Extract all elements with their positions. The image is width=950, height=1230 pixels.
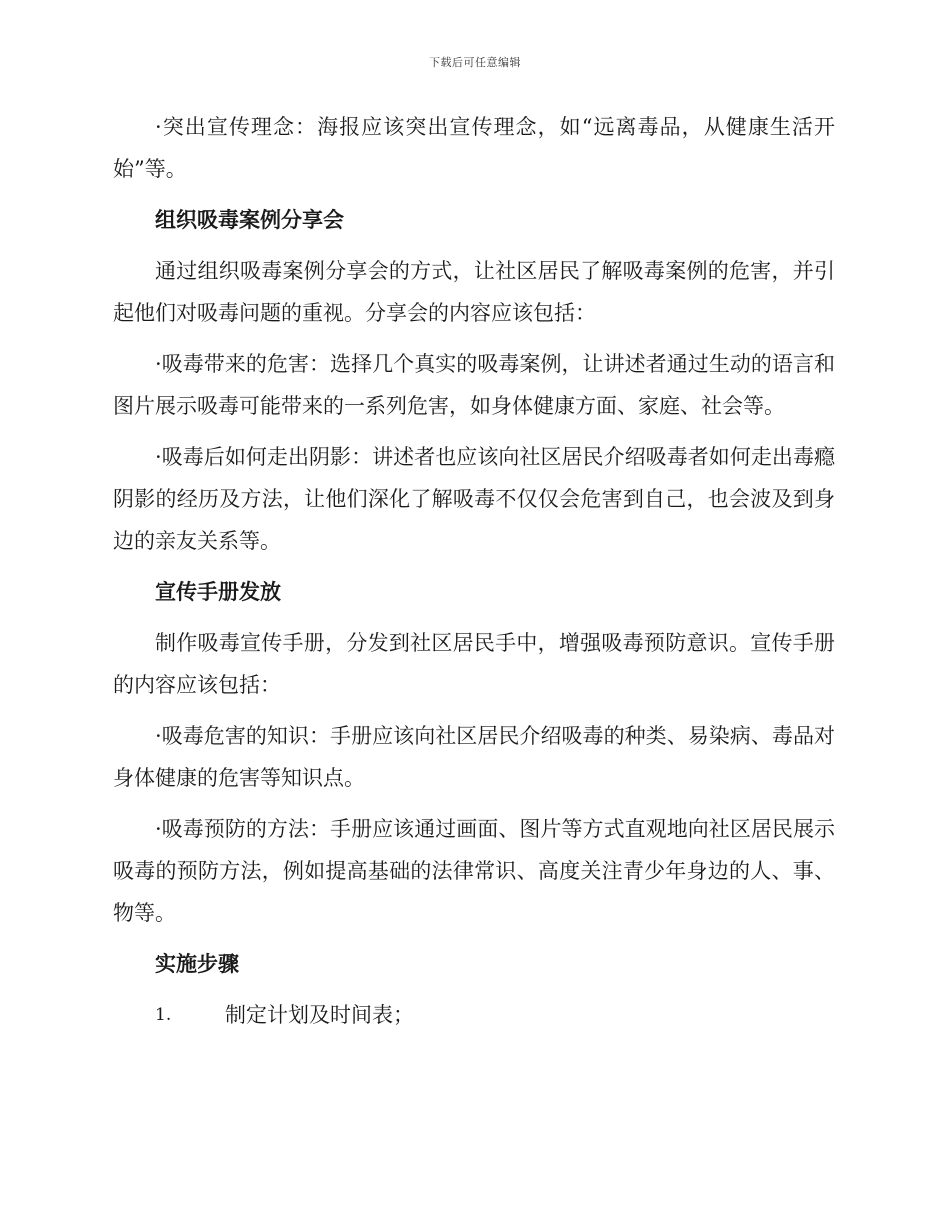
list-item-text: 制定计划及时间表； <box>225 1003 414 1027</box>
document-body <box>113 106 835 1036</box>
section-heading-case-sharing: 组织吸毒案例分享会 <box>155 207 344 232</box>
section-heading-brochure: 宣传手册发放 <box>155 579 281 604</box>
section-heading-implementation: 实施步骤 <box>155 951 239 976</box>
page-header: 下载后可任意编辑 <box>429 56 521 69</box>
paragraph-harm-knowledge: ·吸毒危害的知识：手册应该向社区居民介绍吸毒的种类、易染病、毒品对身体健康的危害等知识点。 <box>113 724 835 790</box>
list-item <box>113 994 835 1036</box>
paragraph-recovery: ·吸毒后如何走出阴影：讲述者也应该向社区居民介绍吸毒者如何走出毒瘾阴影的经历及方法，让他们深化了解吸毒不仅仅会危害到自己，也会波及到身边的亲友关系等。 <box>113 445 835 553</box>
paragraph-harm-of-drugs: ·吸毒带来的危害：选择几个真实的吸毒案例，让讲述者通过生动的语言和图片展示吸毒可能带来的一系列危害，如身体健康方面、家庭、社会等。 <box>113 352 835 418</box>
paragraph-case-sharing-intro: 通过组织吸毒案例分享会的方式，让社区居民了解吸毒案例的危害，并引起他们对吸毒问题的重视。分享会的内容应该包括： <box>113 259 835 325</box>
list-item-number: 1. <box>155 1005 172 1025</box>
paragraph-brochure-intro: 制作吸毒宣传手册，分发到社区居民手中，增强吸毒预防意识。宣传手册的内容应该包括： <box>113 631 835 697</box>
paragraph-prevention-methods: ·吸毒预防的方法：手册应该通过画面、图片等方式直观地向社区居民展示吸毒的预防方法，例如提高基础的法律常识、高度关注青少年身边的人、事、物等。 <box>113 817 835 925</box>
paragraph-poster-concept: ·突出宣传理念：海报应该突出宣传理念，如“远离毒品，从健康生活开始”等。 <box>113 115 835 181</box>
